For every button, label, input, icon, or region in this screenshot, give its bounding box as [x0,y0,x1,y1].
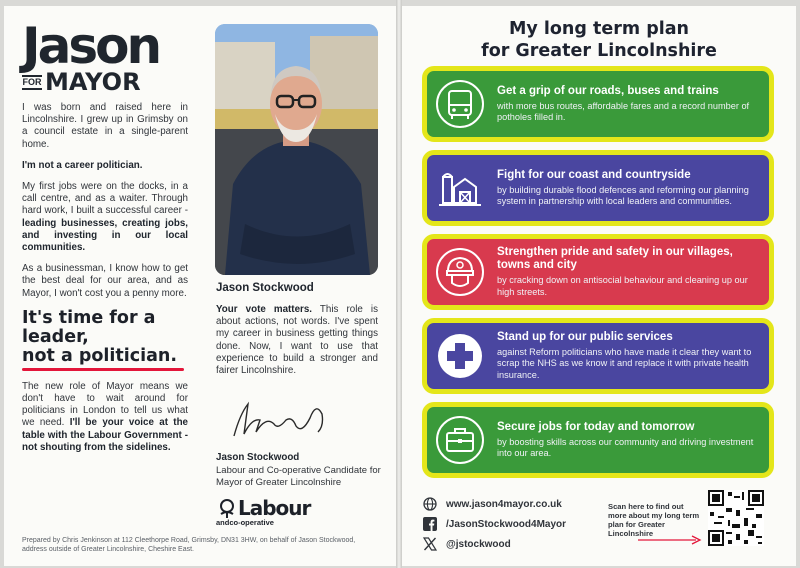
plan-item-safety [422,234,774,310]
police-icon [431,243,489,301]
qr-caption: Scan here to find out more about my long term plan for Greater Lincolnshire [608,502,700,538]
plan-item-coast [422,150,774,226]
farm-icon [431,159,489,217]
plan-item-jobs [422,402,774,478]
plan-heading: Get a grip of our roads, buses and trains [497,84,719,97]
plan-item-public-services [422,318,774,394]
globe-icon [422,496,438,512]
contact-links [422,494,566,554]
plan-body: by cracking down on antisocial behaviour and cleaning up our high streets. [497,275,748,297]
headline-underline [22,368,184,371]
logo-name: Jason [22,17,160,75]
plan-body: against Reform politicians who have made it clear they want to scrap the NHS as we know it and replace it with private health insurance. [497,346,752,380]
signatory-name: Jason Stockwood [216,452,300,463]
closing-paragraph: The new role of Mayor means we don't have to wait around for politicians in London to tell us what we need. I'll be your voice at the table with the Labour Government - not shouting from the sidelines. [22,380,189,453]
plan-body: by building durable flood defences and reforming our planning system in partnership with local leaders and communities. [497,184,749,206]
x-icon [422,536,438,552]
campaign-logo [22,17,160,96]
logo-for: FOR [22,75,42,90]
vote-paragraph: Your vote matters. This role is about actions, not words. I've spent my career in business getting things done. Now, I want to use that experience to build a stronger and fairer Lincolnshire. [216,304,378,377]
qr-code[interactable] [708,490,764,546]
arrow-right-icon [638,532,702,550]
intro-paragraph-4: As a businessman, I know how to get the best deal for our area, and as Mayor, I won't cost you a penny more. [22,263,188,299]
headline: It's time for a leader, not a politician. [22,309,188,371]
labour-logo [216,498,310,518]
candidate-photo [215,24,378,275]
plan-heading: Fight for our coast and countryside [497,168,691,181]
plan-heading: Strengthen pride and safety in our villages, towns and city [497,246,733,271]
intro-paragraph-3: My first jobs were on the docks, in a call centre, and as a waiter. Through hard work, I built a successful career - leading businesses, creating jobs, and investing in our local communities. [22,181,188,254]
imprint: Prepared by Chris Jenkinson at 112 Cleethorpe Road, Grimsby, DN31 3HW, on behalf of Jason Stockwood, address outside of Greater Lincolnshire, Cheshire East. [22,537,356,553]
labour-wordmark: Labour [238,496,311,520]
intro-paragraph-2: I'm not a career politician. [22,159,143,171]
signature [226,396,336,447]
right-page [402,6,796,566]
plan-item-transport [422,66,774,142]
briefcase-icon [431,411,489,469]
plan-heading: Secure jobs for today and tomorrow [497,420,695,433]
logo-mayor: MAYOR [45,68,141,96]
signatory-role: Labour and Co-operative Candidate for Mayor of Greater Lincolnshire [216,465,381,488]
left-page [4,6,396,566]
rose-icon [216,498,238,518]
medical-cross-icon [431,327,489,385]
candidate-portrait-illustration [215,24,378,275]
facebook-link[interactable]: /JasonStockwood4Mayor [422,514,566,534]
plan-title: My long term plan for Greater Lincolnshire [481,19,717,61]
bus-icon [431,75,489,133]
intro-paragraph-1: I was born and raised here in Lincolnshire. I grew up in Grimsby on a council estate in a single-parent home. [22,102,188,150]
photo-caption: Jason Stockwood [216,282,314,294]
plan-body: by boosting skills across our community and driving investment into our area. [497,436,754,458]
x-link[interactable]: @jstockwood [422,534,566,554]
intro-column [22,102,188,463]
website-link[interactable]: www.jason4mayor.co.uk [422,494,566,514]
plan-body: with more bus routes, affordable fares and a record number of potholes filled in. [497,100,750,122]
plan-heading: Stand up for our public services [497,330,673,343]
coop-wordmark: andco-operative [216,518,274,527]
facebook-icon [422,516,438,532]
